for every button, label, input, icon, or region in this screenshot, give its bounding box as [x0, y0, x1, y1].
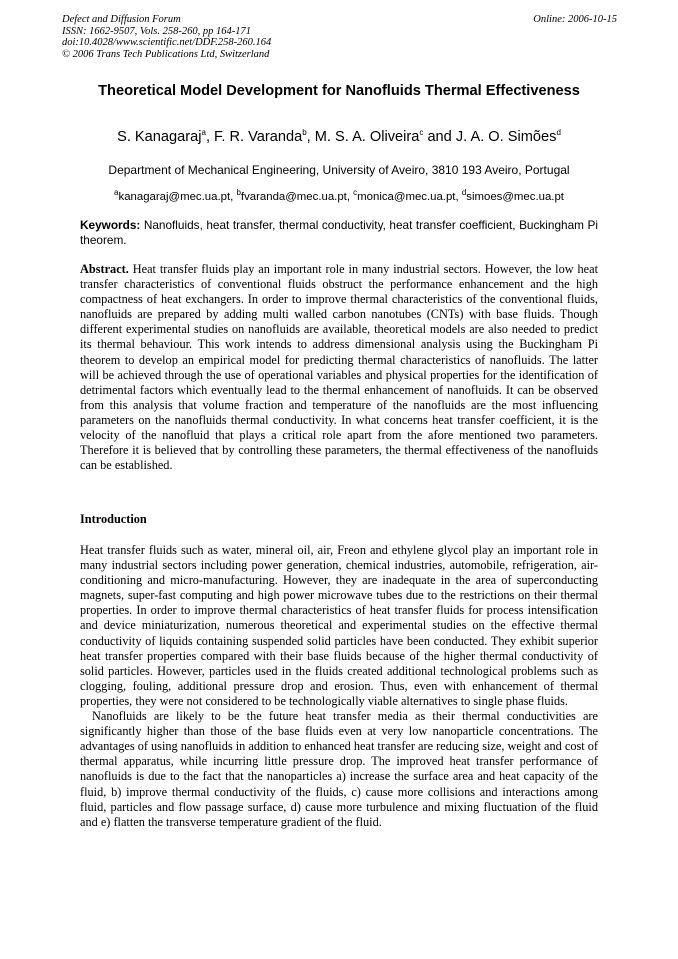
issn-line: ISSN: 1662-9507, Vols. 258-260, pp 164-171: [62, 25, 251, 37]
keywords: [80, 218, 598, 247]
journal-name: Defect and Diffusion Forum: [62, 14, 181, 25]
copyright-line: © 2006 Trans Tech Publications Ltd, Switzerland: [62, 48, 270, 60]
paper-title: Theoretical Model Development for Nanofluids Thermal Effectiveness: [98, 83, 580, 99]
paragraph: Heat transfer fluids such as water, mineral oil, air, Freon and ethylene glycol play an important role in many industrial sectors including power generation, chemical industries, automobile, refrigeration, air-conditioning and micro-manufacturing. However, they are inadequate in the area of superconducting magnets, super-fast computing and high power microwave tubes due to the restrictions on their thermal properties. In order to improve thermal characteristics of heat transfer fluids for process intensification and device miniaturization, numerous theoretical and experimental studies on the effective thermal conductivity of liquids containing suspended solid particles have been conducted. They exhibit superior heat transfer properties compared with their base fluids because of the higher thermal conductivity of solid particles. However, particles used in the fluids created additional technological problems such as clogging, fouling, additional pressure drop and erosion. Thus, even with enhancement of thermal properties, they were not considered to be technologically viable alternatives to single phase fluids.: [80, 543, 598, 708]
email-address: simoes@mec.ua.pt: [466, 191, 564, 203]
author-affil-mark: c: [419, 128, 424, 138]
author-name: M. S. A. Oliveira: [314, 129, 420, 145]
email-separator: ,: [230, 191, 237, 203]
abstract: [80, 262, 598, 473]
author-affil-mark: d: [556, 128, 561, 138]
introduction-body: [80, 543, 598, 830]
email-separator: ,: [455, 191, 462, 203]
abstract-text: Heat transfer fluids play an important role in many industrial sectors. However, the low heat transfer characteristics of conventional fluids obstruct the performance enhancement and the high compactness of heat exchangers. In order to improve thermal characteristics of the conventional fluids, nanofluids are prepared by adding multi walled carbon nanotubes (CNTs) with base fluids. Though different experimental studies on nanofluids are available, theoretical models are also needed to predict its thermal behaviour. This work intends to address dimensional analysis using the Buckingham Pi theorem to develop an empirical model for predicting thermal characteristics of nanofluids. The latter will be achieved through the use of operational variables and physical properties for the identification of detrimental factors which eventually lead to the thermal enhancement of nanofluids. It can be observed from this analysis that volume fraction and temperature of the nanofluids are the most influencing parameters on the nanofluids thermal conductivity. In what concerns heat transfer coefficient, it is the velocity of the nanofluid that plays a critical role apart from the afore mentioned two parameters. Therefore it is believed that by controlling these parameters, the thermal effectiveness of the nanofluids can be established.: [80, 262, 598, 473]
author-separator: ,: [306, 129, 315, 145]
keywords-label: Keywords:: [80, 218, 141, 232]
section-heading-introduction: Introduction: [80, 512, 147, 526]
online-date: Online: 2006-10-15: [533, 14, 617, 25]
author: [117, 129, 214, 145]
email-mark: a: [114, 188, 119, 198]
email: [353, 188, 462, 203]
author-affil-mark: a: [201, 128, 206, 138]
email-address: fvaranda@mec.ua.pt: [240, 191, 347, 203]
email-address: kanagaraj@mec.ua.pt: [118, 191, 231, 203]
email: [236, 188, 354, 203]
author-list: [60, 128, 618, 146]
affiliation: Department of Mechanical Engineering, University of Aveiro, 3810 193 Aveiro, Portugal: [108, 163, 570, 177]
author: [214, 129, 315, 145]
author-name: F. R. Varanda: [214, 129, 303, 145]
email: [461, 188, 564, 203]
abstract-label: Abstract.: [80, 262, 129, 276]
author-name: S. Kanagaraj: [117, 129, 202, 145]
author: [315, 129, 456, 145]
email-list: [60, 190, 618, 205]
journal-header: [62, 14, 617, 60]
email-address: monica@mec.ua.pt: [357, 191, 456, 203]
email-separator: ,: [346, 191, 354, 203]
author-separator: and: [423, 129, 456, 145]
paragraph: Nanofluids are likely to be the future heat transfer media as their thermal conductivities are significantly higher than those of the base fluids even at very low nanoparticle concentrations. The advantages of using nanofluids in addition to enhanced heat transfer are reducing size, weight and cost of thermal apparatus, while incurring little pressure drop. The improved heat transfer performance of nanofluids is due to the fact that the nanoparticles a) increase the surface area and heat capacity of the fluid, b) improve thermal conductivity of the fluids, c) cause more collisions and interactions among fluid, particles and flow passage surface, d) cause more turbulence and mixing fluctuation of the fluid and e) flatten the transverse temperature gradient of the fluid.: [80, 709, 599, 829]
author-name: J. A. O. Simões: [455, 129, 557, 145]
email: [114, 188, 237, 203]
keywords-text: Nanofluids, heat transfer, thermal conductivity, heat transfer coefficient, Buckingham Pi theorem.: [80, 218, 598, 247]
author-separator: ,: [205, 129, 215, 145]
email-mark: b: [236, 188, 241, 198]
author-affil-mark: b: [302, 128, 307, 138]
author: [456, 129, 561, 145]
email-mark: d: [461, 188, 467, 198]
doi-line: doi:10.4028/www.scientific.net/DDF.258-260.164: [62, 37, 272, 49]
email-mark: c: [353, 188, 358, 198]
